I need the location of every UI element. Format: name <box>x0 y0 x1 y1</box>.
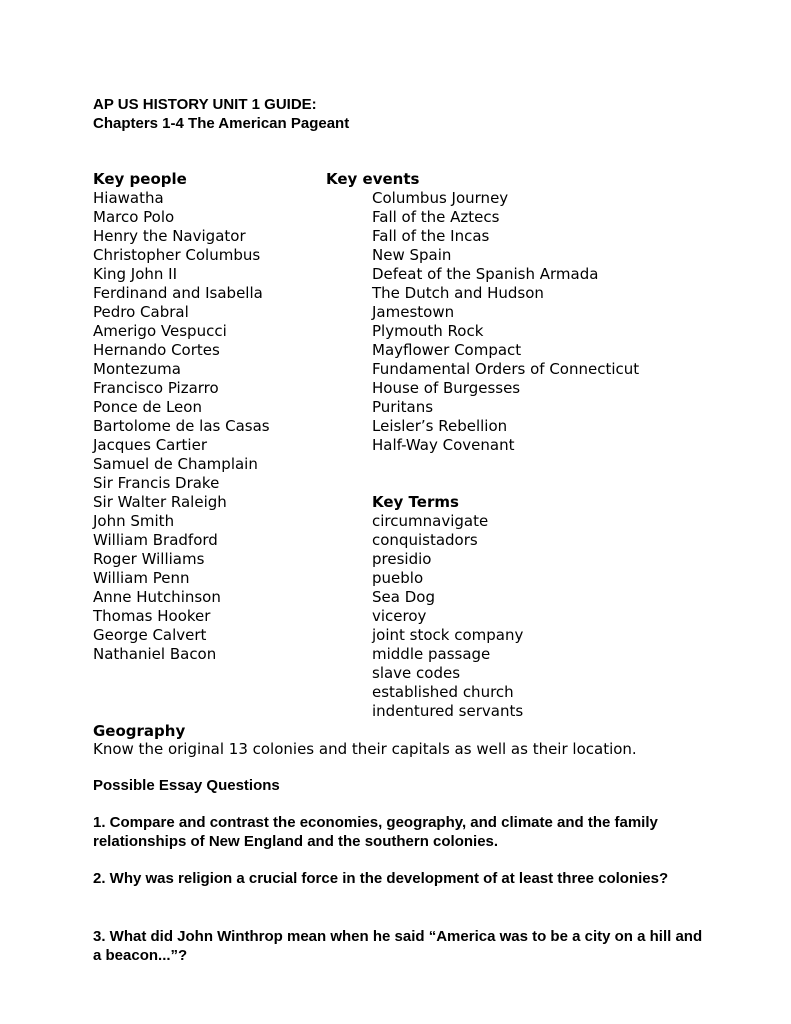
list-item: Hiawatha <box>93 189 164 207</box>
list-item: Roger Williams <box>93 550 205 568</box>
list-item: Ponce de Leon <box>93 398 202 416</box>
list-item: Pedro Cabral <box>93 303 189 321</box>
list-item: viceroy <box>372 607 427 625</box>
list-item: Ferdinand and Isabella <box>93 284 263 302</box>
list-item: indentured servants <box>372 702 524 720</box>
list-item: Anne Hutchinson <box>93 588 221 606</box>
list-item: conquistadors <box>372 531 478 549</box>
list-item: John Smith <box>93 512 175 530</box>
list-item: Montezuma <box>93 360 181 378</box>
list-item: Thomas Hooker <box>93 607 211 625</box>
list-item: Henry the Navigator <box>93 227 246 245</box>
key-terms-heading: Key Terms <box>372 493 459 511</box>
list-item: Jacques Cartier <box>93 436 207 454</box>
list-item: slave codes <box>372 664 461 682</box>
list-item: Sir Walter Raleigh <box>93 493 227 511</box>
list-item: Sea Dog <box>372 588 435 606</box>
list-item: Fall of the Incas <box>372 227 490 245</box>
list-item: Columbus Journey <box>372 189 509 207</box>
list-item: joint stock company <box>372 626 524 644</box>
key-people-list <box>93 189 270 664</box>
list-item: Hernando Cortes <box>93 341 220 359</box>
list-item: Defeat of the Spanish Armada <box>372 265 599 283</box>
list-item: Leisler’s Rebellion <box>372 417 508 435</box>
list-item: Marco Polo <box>93 208 175 226</box>
list-item: Plymouth Rock <box>372 322 484 340</box>
list-item: Fall of the Aztecs <box>372 208 500 226</box>
list-item: House of Burgesses <box>372 379 521 397</box>
list-item: William Bradford <box>93 531 218 549</box>
key-people-heading: Key people <box>93 170 187 188</box>
document-title: AP US HISTORY UNIT 1 GUIDE: <box>93 96 317 113</box>
list-item: Christopher Columbus <box>93 246 261 264</box>
essay-question-1: 1. Compare and contrast the economies, geography, and climate and the family relationships of New England and the southern colonies. <box>93 814 658 850</box>
geography-text: Know the original 13 colonies and their capitals as well as their location. <box>93 740 637 758</box>
list-item: circumnavigate <box>372 512 489 530</box>
list-item: established church <box>372 683 514 701</box>
list-item: New Spain <box>372 246 452 264</box>
list-item: pueblo <box>372 569 424 587</box>
key-events-list <box>372 189 639 455</box>
list-item: Samuel de Champlain <box>93 455 258 473</box>
list-item: William Penn <box>93 569 190 587</box>
key-terms-list <box>372 512 523 721</box>
document-subtitle: Chapters 1-4 The American Pageant <box>93 115 350 132</box>
list-item: Mayflower Compact <box>372 341 522 359</box>
key-events-heading: Key events <box>326 170 420 188</box>
list-item: George Calvert <box>93 626 207 644</box>
geography-heading: Geography <box>93 722 186 740</box>
list-item: Fundamental Orders of Connecticut <box>372 360 640 378</box>
list-item: The Dutch and Hudson <box>372 284 544 302</box>
essay-question-3: 3. What did John Winthrop mean when he said “America was to be a city on a hill and a beacon...”? <box>93 928 703 964</box>
essay-heading: Possible Essay Questions <box>93 777 280 794</box>
list-item: presidio <box>372 550 432 568</box>
list-item: Amerigo Vespucci <box>93 322 227 340</box>
list-item: Puritans <box>372 398 434 416</box>
list-item: King John II <box>93 265 178 283</box>
list-item: Nathaniel Bacon <box>93 645 217 663</box>
list-item: middle passage <box>372 645 491 663</box>
list-item: Sir Francis Drake <box>93 474 220 492</box>
essay-question-2: 2. Why was religion a crucial force in the development of at least three colonies? <box>93 870 669 887</box>
list-item: Half-Way Covenant <box>372 436 515 454</box>
list-item: Francisco Pizarro <box>93 379 219 397</box>
list-item: Bartolome de las Casas <box>93 417 270 435</box>
list-item: Jamestown <box>372 303 455 321</box>
